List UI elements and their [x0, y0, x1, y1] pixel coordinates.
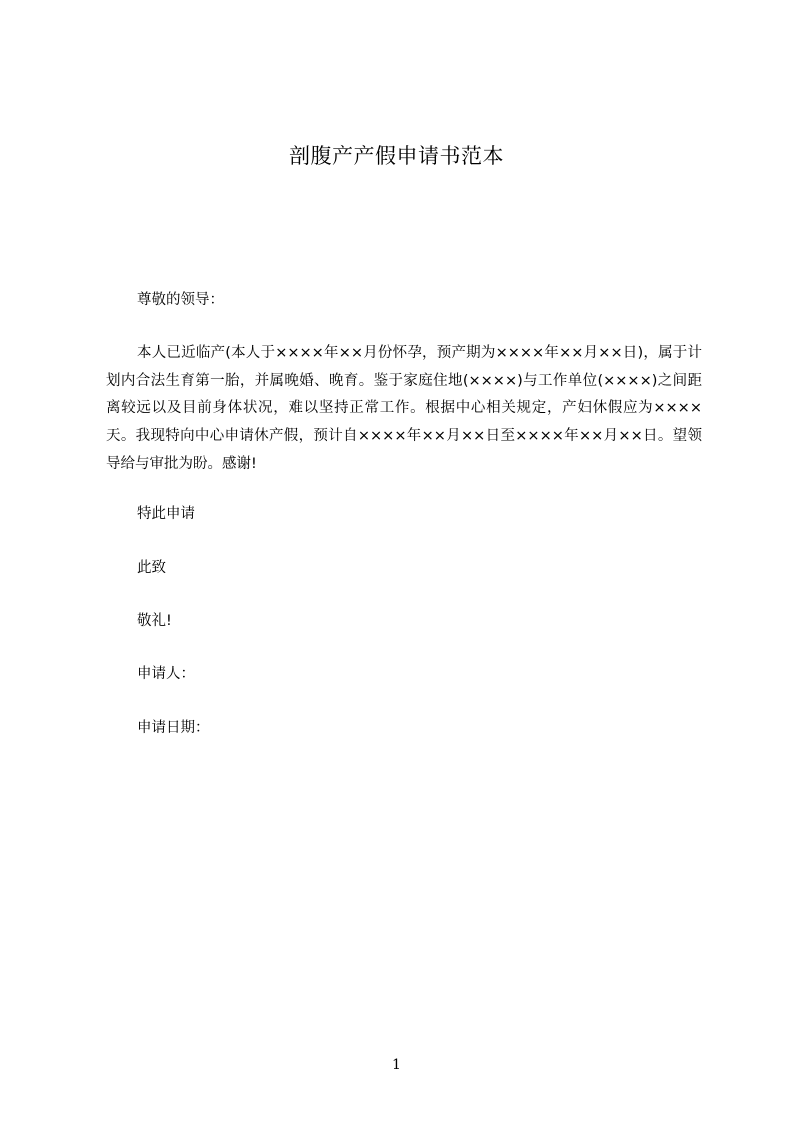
page-number: 1: [392, 1057, 401, 1073]
applicant-line: 申请人：: [137, 666, 195, 682]
salutation: 尊敬的领导：: [137, 292, 224, 308]
closing-jingli-line: 敬礼!: [137, 613, 172, 629]
application-date-line: 申请日期：: [137, 720, 210, 736]
closing-request-line: 特此申请: [137, 506, 195, 522]
document-title: 剖腹产产假申请书范本: [289, 144, 504, 168]
body-paragraph: 本人已近临产(本人于××××年××月份怀孕，预产期为××××年××月××日)，属于计划内合法生育第一胎，并属晚婚、晚育。鉴于家庭住地(××××)与工作单位(××××)之间距离较远以及目前身体状况，难以坚持正常工作。根据中心相关规定，产妇休假应为××××天。我现特向中心申请休产假，预计自××××年××月××日至××××年××月××日。望领导给与审批为盼。感谢!: [106, 345, 702, 472]
closing-cizhi-line: 此致: [137, 560, 166, 576]
